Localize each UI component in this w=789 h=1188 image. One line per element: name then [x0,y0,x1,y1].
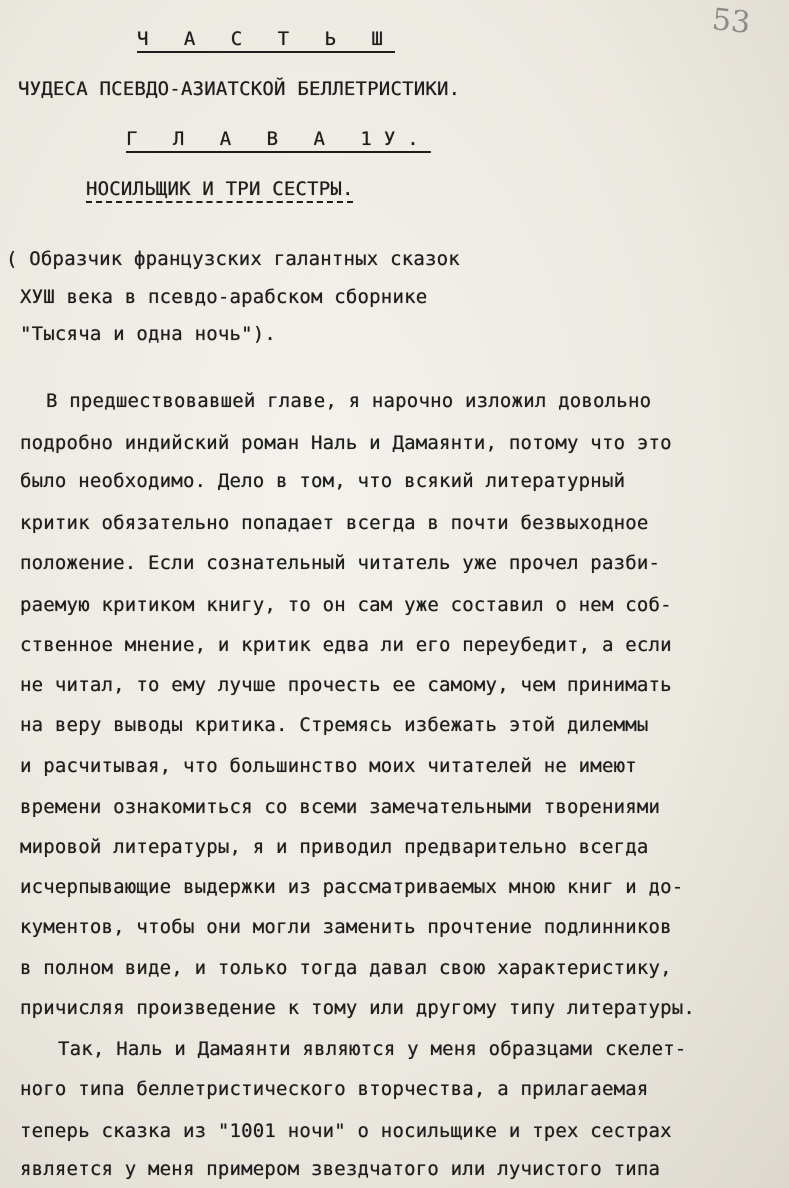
text-line: Так, Наль и Дамаянти являются у меня образцами скелет- [58,1038,687,1060]
text-line: на веру выводы критика. Стремясь избежать этой дилеммы [20,714,649,736]
text-line: теперь сказка из "1001 ночи" о носильщике и трех сестрах [20,1120,672,1142]
text-line: положение. Если сознательный читатель уже прочел разби- [20,552,661,574]
chapter-heading: Г Л А В А 1У. [126,128,431,150]
page-number: 53 [710,2,752,41]
text-line: исчерпывающие выдержки из рассматриваемых мною книг и до- [20,876,684,898]
text-line: причисляя произведение к тому или другому типу литературы. [20,997,696,1019]
text-line: мировой литературы, я и приводил предварительно всегда [20,836,649,858]
text-line: ного типа беллетристического вторчества, а прилагаемая [20,1078,649,1100]
subtitle-line: ХУШ века в псевдо-арабском сборнике [20,286,428,308]
text-line: ственное мнение, и критик едва ли его переубедит, а если [20,634,672,656]
text-line: является у меня примером звездчатого или лучистого типа [20,1158,661,1180]
text-line: кументов, чтобы они могли заменить прочтение подлинников [20,916,672,938]
subtitle-line: ( Образчик французских галантных сказок [6,248,460,270]
text-line: не читал, то ему лучше прочесть ее самому, чем принимать [20,674,672,696]
part-title: ЧУДЕСА ПСЕВДО-АЗИАТСКОЙ БЕЛЛЕТРИСТИКИ. [18,78,461,100]
text-line: времени ознакомиться со всеми замечательными творениями [20,796,661,818]
text-line: В предшествовавшей главе, я нарочно изложил довольно [46,390,652,412]
text-line: было необходимо. Дело в том, что всякий литературный [20,470,626,492]
subtitle-line: "Тысяча и одна ночь"). [20,323,277,345]
text-line: раемую критиком книгу, то он сам уже составил о нем соб- [20,594,672,616]
chapter-title: НОСИЛЬЩИК И ТРИ СЕСТРЫ. [86,178,354,200]
text-line: критик обязательно попадает всегда в почти безвыходное [20,512,649,534]
part-heading: Ч А С Т Ь Ш [137,28,395,50]
text-line: подробно индийский роман Наль и Дамаянти, потому что это [20,432,672,454]
text-line: в полном виде, и только тогда давал свою характеристику, [20,957,672,979]
text-line: и расчитывая, что большинство моих читателей не имеют [20,755,637,777]
